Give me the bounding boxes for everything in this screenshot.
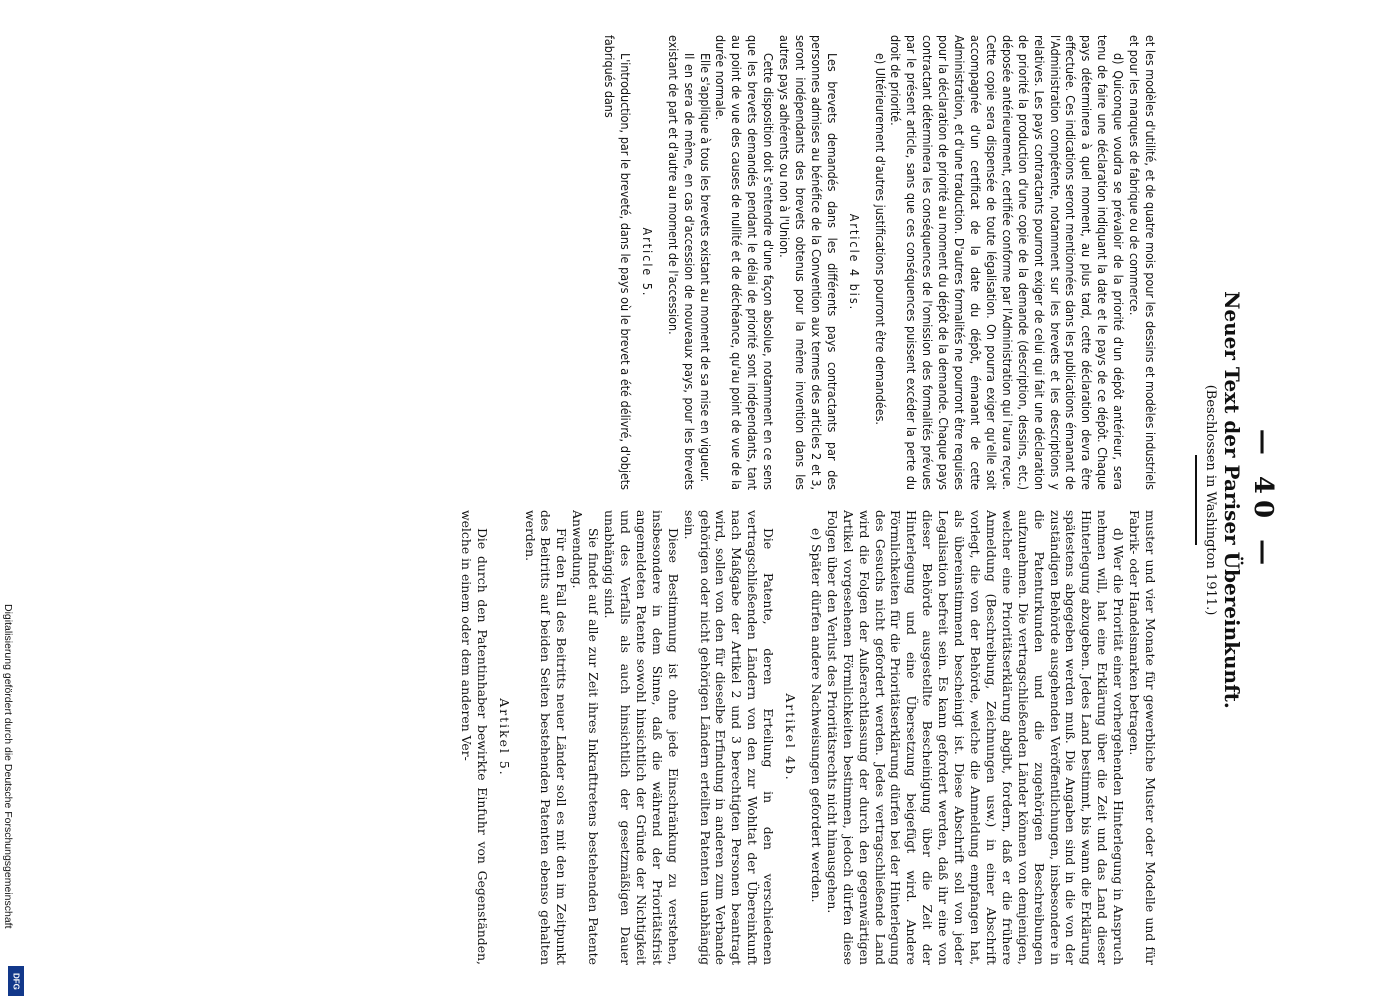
article-heading: Article 5. — [639, 227, 655, 298]
page-number: — 40 — — [1248, 428, 1278, 572]
paragraph: Diese Bestimmung ist ohne jede Einschränkung zu verstehen, insbesondere in dem Sinne, daß die während der Prioritätsfrist angemeldeten Patente sowohl hinsichtlich der Gründe der Nichtigkeit und des Verfalls als auch hinsichtlich der gesetzmäßigen Dauer unabhängig sind. — [602, 510, 681, 965]
article-heading: Artikel 4b. — [783, 693, 799, 782]
page-header — [1195, 0, 1278, 1000]
paragraph: Für den Fall des Beitritts neuer Länder soll es mit den im Zeitpunkt des Beitritts auf beiden Seiten bestehenden Patenten ebenso gehalten werden. — [522, 510, 570, 965]
german-text-column — [138, 510, 1158, 965]
paragraph: e) Ultérieurement d'autres justifications pourront être demandées. — [872, 53, 888, 425]
digitization-credit: Digitalisierung gefördert durch die Deutsche Forschungsgemeinschaft — [2, 604, 14, 929]
article-heading: Article 4 bis. — [846, 213, 862, 312]
paragraph: et les modèles d'utilité, et de quatre mois pour les dessins et modèles industriels et pour les marques de fabrique ou de commerce. — [1127, 35, 1158, 490]
document-subtitle: (Beschlossen in Washington 1911.) — [1203, 384, 1218, 616]
dfg-logo: DFG — [8, 966, 24, 996]
paragraph: Die Patente, deren Erteilung in den verschiedenen vertragschließenden Ländern von den zur Wohltat der Übereinkunft nach Maßgabe der Artikel 2 und 3 berechtigten Personen beantragt wird, sollen von den für dieselbe Erfindung in anderen zum Verbande gehörigen oder nicht gehörigen Ländern erteilten Patenten unabhängig sein. — [681, 510, 777, 965]
header-divider — [1195, 455, 1197, 545]
article-heading: Artikel 5. — [496, 698, 512, 777]
paragraph: d) Quiconque voudra se prévaloir de la priorité d'un dépôt antérieur, sera tenu de faire une déclaration indiquant la date et le pays de ce dépôt. Chaque pays déterminera à quel moment, au plus tard, cette déclaration devra être effectuée. Ces indications seront mentionnées dans les publications émanant de l'Administration compétente, notamment sur les brevets et les descriptions y relatives. Les pays contractants pourront exiger de celui qui fait une déclaration de priorité la production d'une copie de la demande (description, dessins, etc.) déposée antérieurement, certifiée conforme par l'Administration qui l'aura reçue. Cette copie sera dispensée de toute légalisation. On pourra exiger qu'elle soit accompagnée d'un certificat de la date du dépôt, émanant de cette Administration, et d'une traduction. D'autres formalités ne pourront être requises pour la déclaration de priorité au moment du dépôt de la demande. Chaque pays contractant déterminera les conséquences de l'omission des formalités prévues par le présent article, sans que ces conséquences puissent excéder la perte du droit de priorité. — [888, 35, 1127, 490]
paragraph: Les brevets demandés dans les différents pays contractants par des personnes admises au bénéfice de la Convention aux termes des articles 2 et 3, seront indépendants des brevets obtenus pour la même invention dans les autres pays adhérents ou non à l'Union. — [777, 35, 840, 490]
paragraph: e) Später dürfen andere Nachweisungen gefordert werden. — [808, 528, 824, 903]
paragraph: L'introduction, par le breveté, dans le pays où le brevet a été délivré, d'objets fabriqués dans — [602, 35, 633, 490]
french-text-column — [138, 35, 1158, 490]
paragraph: Cette disposition doit s'entendre d'une façon absolue, notamment en ce sens que les brevets demandés pendant le délai de priorité sont indépendants, tant au point de vue des causes de nullité et de déchéance, qu'au point de vue de la durée normale. — [713, 35, 777, 490]
paragraph: Die durch den Patentinhaber bewirkte Einfuhr von Gegenständen, welche in einem oder dem anderen Ver- — [458, 510, 490, 965]
paragraph: Sie findet auf alle zur Zeit ihres Inkrafttretens bestehenden Patente Anwendung. — [570, 510, 602, 965]
document-title: Neuer Text der Pariser Übereinkunft. — [1220, 291, 1244, 709]
paragraph: d) Wer die Priorität einer vorhergehenden Hinterlegung in Anspruch nehmen will, hat eine Erklärung über die Zeit und das Land dieser Hinterlegung abzugeben. Jedes Land bestimmt, bis wann die Erklärung spätestens abgegeben werden muß. Die Angaben sind in die von der zuständigen Behörde ausgehenden Veröffentlichungen, insbesondere in die Patenturkunden und die zugehörigen Beschreibungen aufzunehmen. Die vertragschließenden Länder können von demjenigen, welcher eine Prioritätserklärung abgibt, fordern, daß er die frühere Anmeldung (Beschreibung, Zeichnungen usw.) in einer Abschrift vorlegt, die von der Behörde, welche die Anmeldung empfangen hat, als übereinstimmend bescheinigt ist. Diese Abschrift soll von jeder Legalisation befreit sein. Es kann gefordert werden, daß ihr eine von dieser Behörde ausgestellte Bescheinigung über die Zeit der Hinterlegung und eine Übersetzung beigefügt wird. Andere Förmlichkeiten für die Prioritätserklärung dürfen bei der Hinterlegung des Gesuchs nicht gefordert werden. Jedes vertragschließende Land wird die Folgen der Außerachtlassung der durch den gegenwärtigen Artikel vorgesehenen Förmlichkeiten bestimmen, jedoch dürfen diese Folgen über den Verlust des Prioritätsrechts nicht hinausgehen. — [824, 510, 1127, 965]
paragraph: muster und vier Monate für gewerbliche Muster oder Modelle und für Fabrik- oder Handelsmarken betragen. — [1127, 510, 1158, 965]
paragraph: Il en sera de même, en cas d'accession de nouveaux pays, pour les brevets existant de part et d'autre au moment de l'accession. — [665, 35, 697, 490]
paragraph: Elle s'applique à tous les brevets existant au moment de sa mise en vigueur. — [697, 53, 713, 483]
